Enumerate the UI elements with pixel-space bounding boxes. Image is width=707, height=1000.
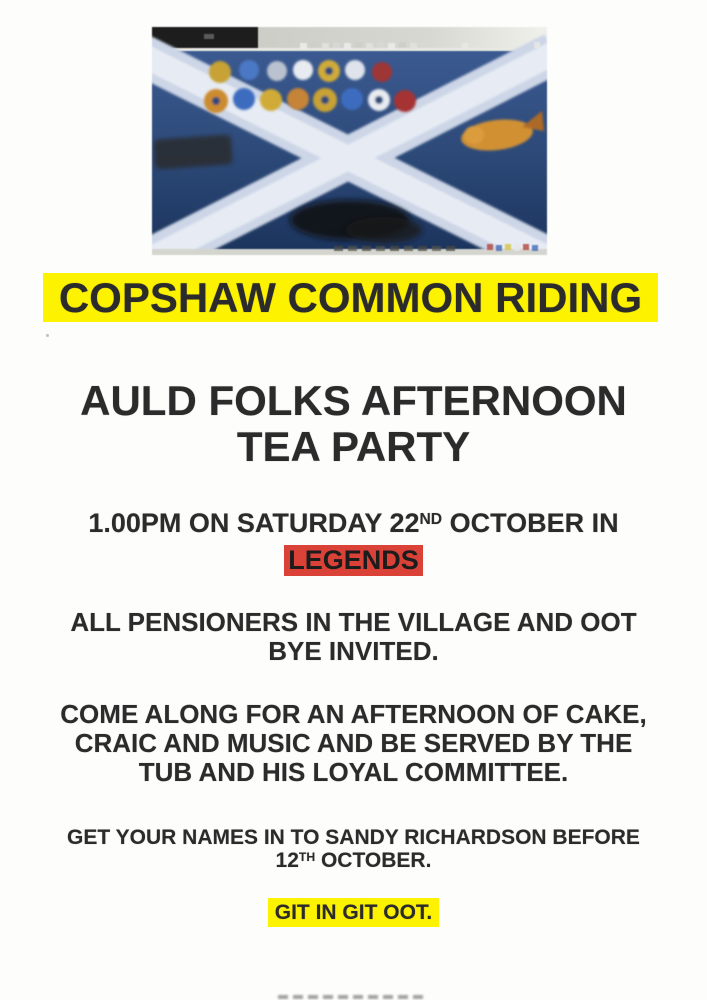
datetime-prefix: 1.00PM ON SATURDAY 22 xyxy=(88,508,420,538)
details-text xyxy=(0,700,707,787)
event-datetime xyxy=(0,508,707,543)
datetime-suffix: OCTOBER IN xyxy=(442,508,619,538)
details-line1: COME ALONG FOR AN AFTERNOON OF CAKE, xyxy=(60,699,647,729)
scan-artifact-dot xyxy=(46,334,49,337)
footer-row xyxy=(0,898,707,927)
shelf-detail xyxy=(204,34,214,39)
title-highlight xyxy=(43,273,658,322)
details-line2: CRAIC AND MUSIC AND BE SERVED BY THE xyxy=(74,728,633,758)
rsvp-suffix: OCTOBER. xyxy=(315,849,432,872)
details-line3: TUB AND HIS LOYAL COMMITTEE. xyxy=(138,757,569,787)
rsvp-text xyxy=(0,826,707,875)
venue-row xyxy=(0,545,707,576)
venue-highlight: LEGENDS xyxy=(284,545,423,576)
invite-line1: ALL PENSIONERS IN THE VILLAGE AND OOT xyxy=(70,607,637,637)
scan-artifact-smudge xyxy=(278,995,424,999)
rsvp-line2 xyxy=(0,849,707,875)
page-title: COPSHAW COMMON RIDING xyxy=(58,274,643,321)
event-heading xyxy=(0,378,707,470)
flag-photo-art xyxy=(152,27,547,255)
rsvp-day: 12 xyxy=(275,849,299,872)
flag-photo xyxy=(152,27,547,255)
invite-text xyxy=(0,608,707,666)
invite-line2: BYE INVITED. xyxy=(268,636,439,666)
photo-smudge-left xyxy=(153,134,233,169)
footer-slogan: GIT IN GIT OOT. xyxy=(268,898,440,927)
rsvp-line1: GET YOUR NAMES IN TO SANDY RICHARDSON BEFORE xyxy=(67,826,640,849)
event-heading-line1: AULD FOLKS AFTERNOON xyxy=(80,377,627,424)
datetime-ordinal: ND xyxy=(419,511,443,529)
rsvp-ordinal: TH xyxy=(298,849,316,864)
event-heading-line2: TEA PARTY xyxy=(236,423,471,470)
